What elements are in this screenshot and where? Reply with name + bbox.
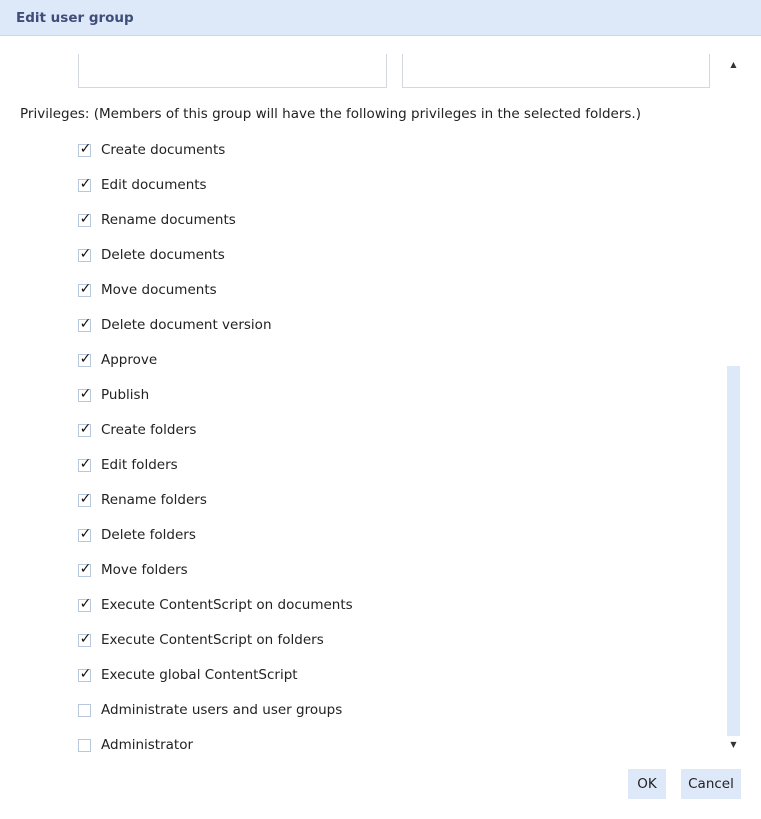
triangle-up-icon[interactable]: ▲ — [730, 60, 737, 69]
privilege-label: Administrator — [101, 737, 194, 753]
privilege-label: Approve — [101, 352, 158, 368]
folder-list-right[interactable] — [402, 54, 710, 88]
privilege-label: Edit folders — [101, 457, 178, 473]
privilege-label: Delete document version — [101, 317, 272, 333]
checkmark-icon: ✓ — [79, 280, 92, 297]
dialog-content[interactable] — [0, 36, 726, 758]
privilege-checkbox[interactable] — [78, 245, 92, 262]
checkmark-icon: ✓ — [79, 350, 92, 367]
privilege-checkbox[interactable] — [78, 739, 91, 752]
privilege-checkbox[interactable] — [78, 385, 92, 402]
privilege-item[interactable] — [78, 455, 178, 475]
privilege-checkbox[interactable] — [78, 665, 92, 682]
checkmark-icon: ✓ — [79, 175, 92, 192]
privilege-item[interactable] — [78, 350, 157, 370]
privilege-label: Edit documents — [101, 177, 207, 193]
privilege-label: Execute ContentScript on folders — [101, 632, 324, 648]
privilege-checkbox[interactable] — [78, 210, 92, 227]
checkmark-icon: ✓ — [79, 140, 92, 157]
cancel-button[interactable]: Cancel — [681, 769, 741, 799]
checkmark-icon: ✓ — [79, 630, 92, 647]
privilege-item[interactable] — [78, 735, 193, 755]
checkmark-icon: ✓ — [79, 595, 92, 612]
privilege-item[interactable] — [78, 420, 196, 440]
dialog-title-bar — [0, 0, 761, 36]
privilege-item[interactable] — [78, 210, 236, 230]
vertical-scrollbar[interactable] — [726, 54, 741, 754]
privilege-item[interactable] — [78, 490, 207, 510]
privilege-checkbox[interactable] — [78, 525, 92, 542]
privilege-label: Publish — [101, 387, 150, 403]
privilege-checkbox[interactable] — [78, 630, 92, 647]
privilege-label: Delete folders — [101, 527, 196, 543]
privilege-item[interactable] — [78, 700, 342, 720]
privilege-item[interactable] — [78, 245, 225, 265]
privilege-checkbox[interactable] — [78, 420, 92, 437]
checkmark-icon: ✓ — [79, 210, 92, 227]
privilege-item[interactable] — [78, 385, 149, 405]
privilege-item[interactable] — [78, 280, 217, 300]
privilege-item[interactable] — [78, 560, 188, 580]
privilege-checkbox[interactable] — [78, 455, 92, 472]
privilege-label: Administrate users and user groups — [101, 702, 343, 718]
privilege-checkbox[interactable] — [78, 140, 92, 157]
privilege-checkbox[interactable] — [78, 595, 92, 612]
folder-list-left[interactable] — [78, 54, 387, 88]
triangle-down-icon[interactable]: ▼ — [730, 740, 737, 749]
privilege-label: Create documents — [101, 142, 226, 158]
privilege-label: Rename folders — [101, 492, 207, 508]
privilege-checkbox[interactable] — [78, 315, 92, 332]
privilege-label: Execute global ContentScript — [101, 667, 298, 683]
privilege-item[interactable] — [78, 315, 272, 335]
privilege-checkbox[interactable] — [78, 280, 92, 297]
privilege-label: Move documents — [101, 282, 217, 298]
checkmark-icon: ✓ — [79, 315, 92, 332]
privilege-label: Delete documents — [101, 247, 225, 263]
privilege-checkbox[interactable] — [78, 490, 92, 507]
checkmark-icon: ✓ — [79, 560, 92, 577]
checkmark-icon: ✓ — [79, 455, 92, 472]
checkmark-icon: ✓ — [79, 420, 92, 437]
privilege-checkbox[interactable] — [78, 350, 92, 367]
privilege-item[interactable] — [78, 595, 353, 615]
privilege-label: Execute ContentScript on documents — [101, 597, 353, 613]
privilege-label: Rename documents — [101, 212, 236, 228]
privilege-item[interactable] — [78, 175, 207, 195]
privilege-checkbox[interactable] — [78, 175, 92, 192]
scrollbar-thumb[interactable] — [727, 366, 740, 736]
checkmark-icon: ✓ — [79, 490, 92, 507]
privileges-label: Privileges: (Members of this group will have the following privileges in the selected folders.) — [20, 106, 641, 122]
ok-button[interactable]: OK — [628, 769, 666, 799]
checkmark-icon: ✓ — [79, 245, 92, 262]
privilege-checkbox[interactable] — [78, 560, 92, 577]
privilege-label: Create folders — [101, 422, 197, 438]
dialog-title: Edit user group — [16, 10, 134, 26]
privilege-checkbox[interactable] — [78, 704, 91, 717]
checkmark-icon: ✓ — [79, 525, 92, 542]
privilege-item[interactable] — [78, 630, 324, 650]
privilege-item[interactable] — [78, 665, 298, 685]
privilege-item[interactable] — [78, 525, 196, 545]
checkmark-icon: ✓ — [79, 385, 92, 402]
privilege-item[interactable] — [78, 140, 225, 160]
checkmark-icon: ✓ — [79, 665, 92, 682]
privilege-label: Move folders — [101, 562, 188, 578]
